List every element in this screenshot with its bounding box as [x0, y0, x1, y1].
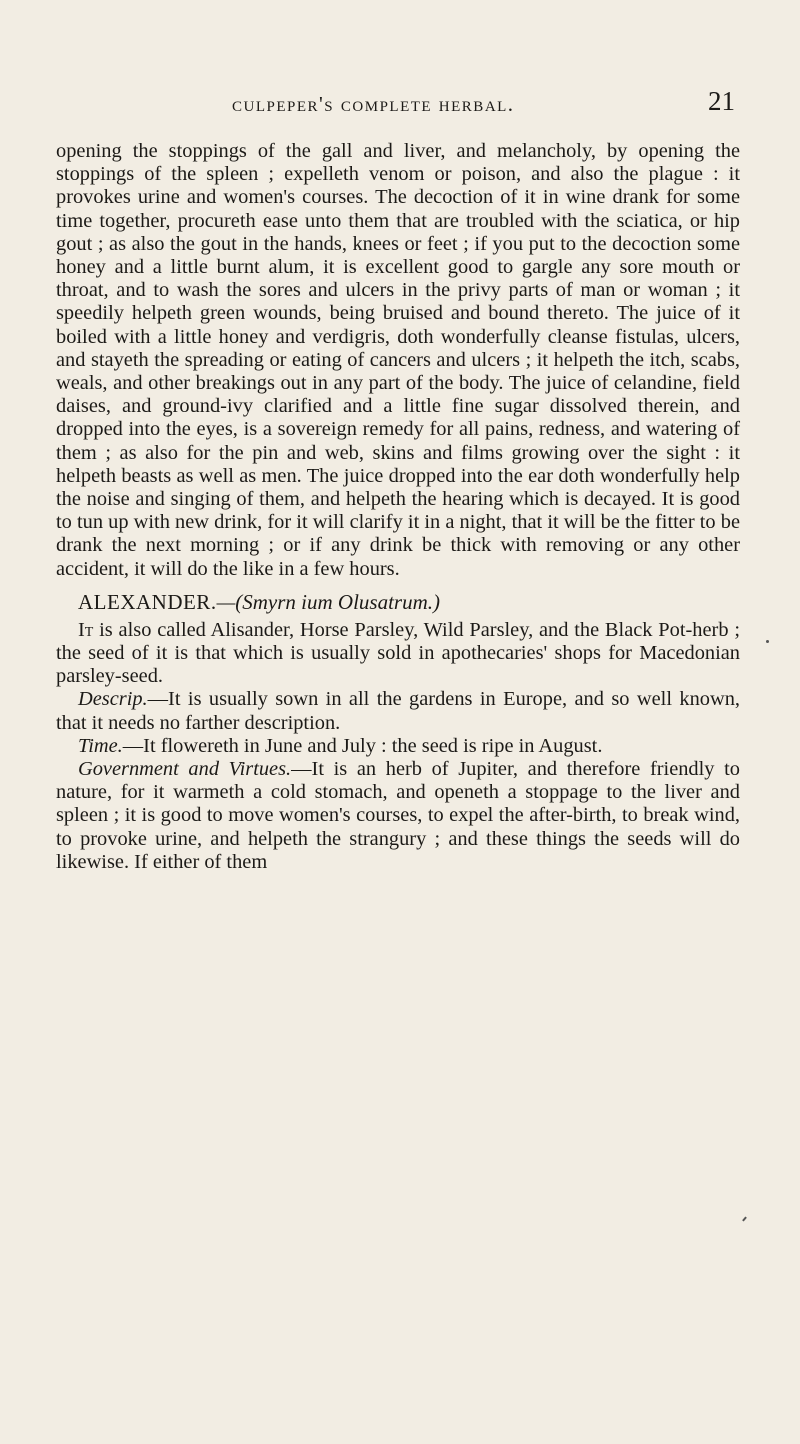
- description-paragraph: [56, 688, 740, 734]
- description-label: Descrip.: [78, 688, 148, 711]
- entry-name: ALEXANDER.: [78, 589, 217, 614]
- margin-tick-mark: [742, 1216, 747, 1221]
- intro-text: is also called Alisander, Horse Parsley, Wild Parsley, and the Black Pot-herb ; the seed of it is that which is usually sold in apothecaries' shops for Macedonian parsley-seed.: [56, 618, 740, 688]
- time-label: Time.: [78, 734, 123, 757]
- description-text: —It is usually sown in all the gardens in Europe, and so well known, that it needs no farther description.: [56, 688, 740, 734]
- entry-heading: [56, 589, 740, 615]
- continuation-paragraph: opening the stoppings of the gall and liver, and melancholy, by opening the stoppings of the spleen ; expelleth venom or poison, and also the plague : it provokes urine and women's courses. The decoction of it in wine drank for some time together, procureth ease unto them that are troubled with the sciatica, or hip gout ; as also the gout in the hands, knees or feet ; if you put to the decoction some honey and a little burnt alum, it is excellent good to gargle any sore mouth or throat, and to wash the sores and ulcers in the privy parts of man or woman ; it speedily helpeth green wounds, being bruised and bound thereto. The juice of it boiled with a little honey and verdigris, doth wonderfully cleanse fistulas, ulcers, and stayeth the spreading or eating of cancers and ulcers ; it helpeth the itch, scabs, weals, and other breakings out in any part of the body. The juice of celandine, field daises, and ground-ivy clarified and a little fine sugar dissolved therein, and dropped into the eyes, is a sovereign remedy for all pains, redness, and watering of them ; as also for the pin and web, skins and films growing over the sight : it helpeth beasts as well as men. The juice dropped into the ear doth wonderfully help the noise and singing of them, and helpeth the hearing which is decayed. It is good to tun up with new drink, for it will clarify it in a night, that it will be the fitter to be drank the next morning ; or if any drink be thick with removing or any other accident, it will do the like in a few hours.: [56, 140, 740, 580]
- page-number: 21: [708, 86, 735, 116]
- running-head: [0, 86, 800, 132]
- government-virtues-label: Government and Virtues.: [78, 758, 292, 781]
- running-head-title: culpeper's complete herbal.: [232, 92, 515, 116]
- time-text: —It flowereth in June and July : the seed is ripe in August.: [122, 734, 603, 757]
- time-paragraph: [56, 735, 740, 758]
- entry-intro-paragraph: [56, 619, 740, 689]
- intro-lead-word: It: [78, 618, 94, 641]
- government-virtues-paragraph: [56, 758, 740, 874]
- body-text: [56, 140, 740, 874]
- entry-latin-name: —(Smyrn ium Olusatrum.): [216, 589, 440, 614]
- margin-speck-mark: [766, 640, 769, 643]
- government-virtues-text: —It is an herb of Jupiter, and therefore friendly to nature, for it warmeth a cold stomach, and openeth a stoppage to the liver and spleen ; it is good to move women's courses, to expel the after-birth, to break wind, to provoke urine, and helpeth the strangury ; and these things the seeds will do likewise. If either of them: [56, 758, 740, 873]
